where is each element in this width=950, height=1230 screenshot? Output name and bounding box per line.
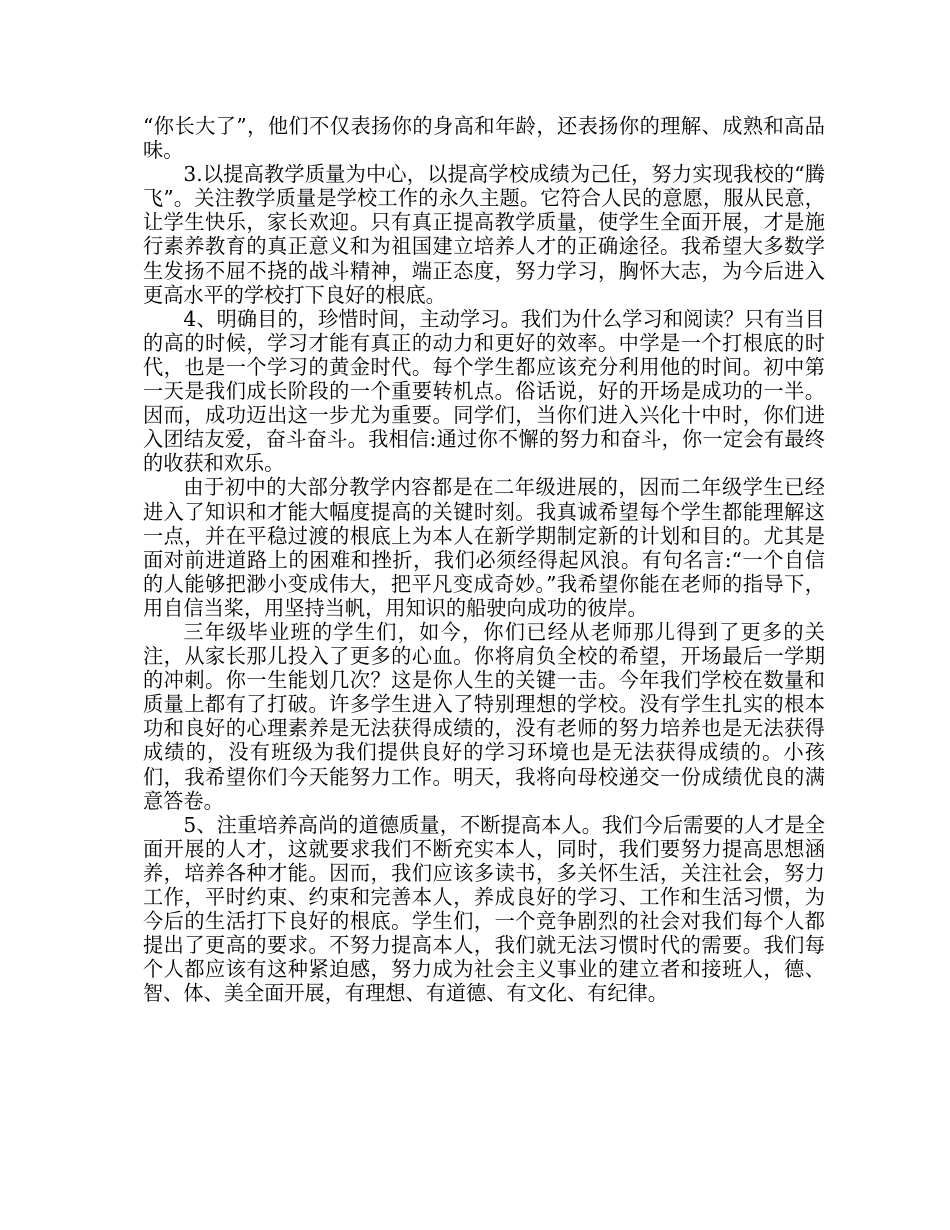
paragraph-point-4: 4、明确目的，珍惜时间，主动学习。我们为什么学习和阅读？只有当目的高的时候，学习才能有真正的动力和更好的效率。中学是一个打根底的时代，也是一个学习的黄金时代。每个学生都应该充分利用他的时间。初中第一天是我们成长阶段的一个重要转机点。俗话说，好的开场是成功的一半。因而，成功迈出这一步尤为重要。同学们，当你们进入兴化十中时，你们进入团结友爱，奋斗奋斗。我相信:通过你不懈的努力和奋斗，你一定会有最终的收获和欢乐。 — [143, 306, 825, 476]
document-body — [143, 114, 825, 1005]
paragraph-grade-three: 三年级毕业班的学生们，如今，你们已经从老师那儿得到了更多的关注，从家长那儿投入了更多的心血。你将肩负全校的希望，开场最后一学期的冲刺。你一生能划几次？这是你人生的关键一击。今年我们学校在数量和质量上都有了打破。许多学生进入了特别理想的学校。没有学生扎实的根本功和良好的心理素养是无法获得成绩的，没有老师的努力培养也是无法获得成绩的，没有班级为我们提供良好的学习环境也是无法获得成绩的。小孩们，我希望你们今天能努力工作。明天，我将向母校递交一份成绩优良的满意答卷。 — [143, 619, 825, 813]
paragraph-grade-two: 由于初中的大部分教学内容都是在二年级进展的，因而二年级学生已经进入了知识和才能大幅度提高的关键时刻。我真诚希望每个学生都能理解这一点，并在平稳过渡的根底上为本人在新学期制定新的计划和目的。尤其是面对前进道路上的困难和挫折，我们必须经得起风浪。有句名言:“一个自信的人能够把渺小变成伟大，把平凡变成奇妙。”我希望你能在老师的指导下，用自信当桨，用坚持当帆，用知识的船驶向成功的彼岸。 — [143, 475, 825, 620]
paragraph-continuation: “你长大了”，他们不仅表扬你的身高和年龄，还表扬你的理解、成熟和高品味。 — [143, 114, 825, 163]
paragraph-point-5: 5、注重培养高尚的道德质量，不断提高本人。我们今后需要的人才是全面开展的人才，这就要求我们不断充实本人，同时，我们要努力提高思想涵养，培养各种才能。因而，我们应该多读书，多关怀生活，关注社会，努力工作，平时约束、约束和完善本人，养成良好的学习、工作和生活习惯，为今后的生活打下良好的根底。学生们，一个竞争剧烈的社会对我们每个人都提出了更高的要求。不努力提高本人，我们就无法习惯时代的需要。我们每个人都应该有这种紧迫感，努力成为社会主义事业的建立者和接班人，德、智、体、美全面开展，有理想、有道德、有文化、有纪律。 — [143, 812, 825, 1006]
paragraph-point-3: 3.以提高教学质量为中心，以提高学校成绩为己任，努力实现我校的“腾飞”。关注教学质量是学校工作的永久主题。它符合人民的意愿，服从民意，让学生快乐，家长欢迎。只有真正提高教学质量，使学生全面开展，才是施行素养教育的真正意义和为祖国建立培养人才的正确途径。我希望大多数学生发扬不屈不挠的战斗精神，端正态度，努力学习，胸怀大志，为今后进入更高水平的学校打下良好的根底。 — [143, 162, 825, 307]
